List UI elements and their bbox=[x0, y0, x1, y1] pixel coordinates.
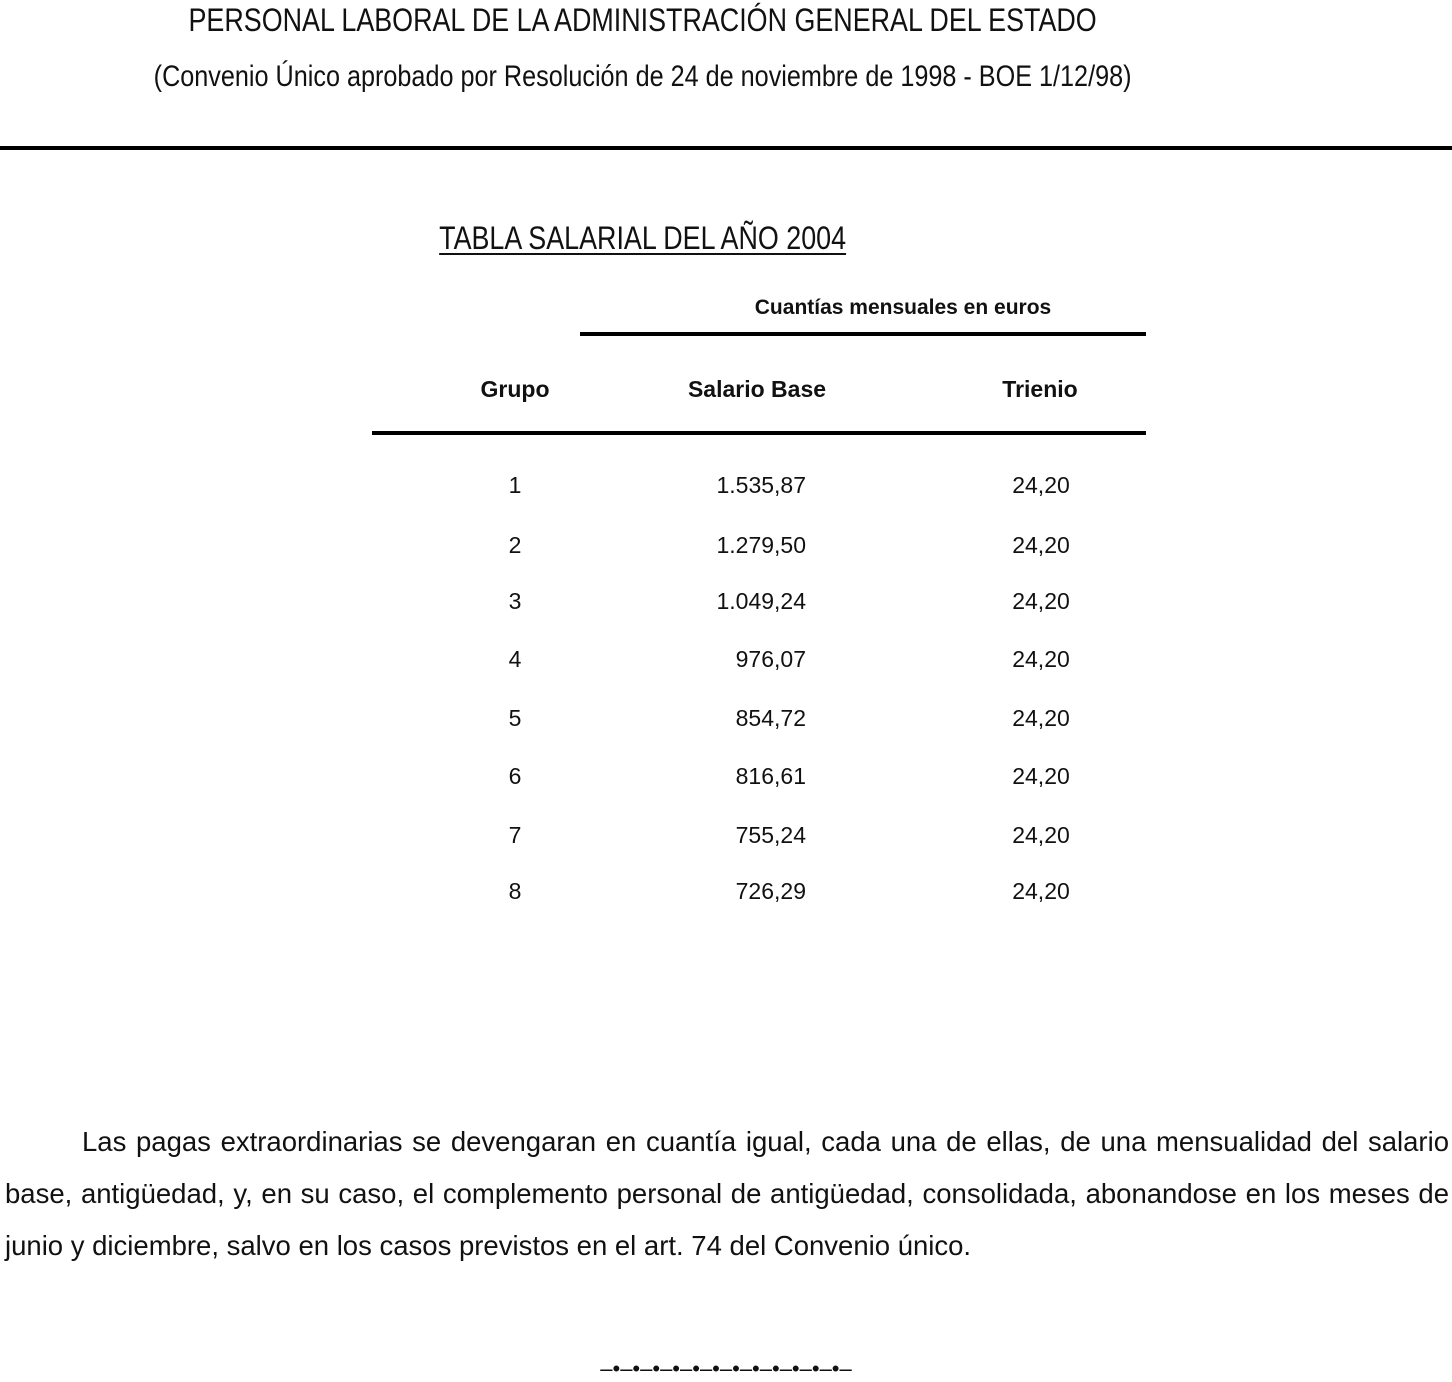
table-row bbox=[372, 822, 1146, 852]
trienio-cell: 24,20 bbox=[1012, 588, 1070, 614]
salario-base-cell: 816,61 bbox=[735, 763, 806, 789]
column-header-grupo: Grupo bbox=[480, 376, 550, 402]
trienio-cell: 24,20 bbox=[1012, 878, 1070, 904]
salario-base-cell: 1.279,50 bbox=[716, 532, 806, 558]
trienio-cell: 24,20 bbox=[1012, 532, 1070, 558]
grupo-cell: 5 bbox=[508, 705, 522, 731]
body-paragraph: Las pagas extraordinarias se devengaran en cuantía igual, cada una de ellas, de una mensualidad del salario base, antigüedad, y, en su caso, el complemento personal de antigüedad, consolidada, abonandose en los meses de junio y diciembre, salvo en los casos previstos en el art. 74 del Convenio único. bbox=[5, 1125, 1449, 1261]
column-header-trienio: Trienio bbox=[1002, 376, 1078, 402]
salario-base-cell: 755,24 bbox=[735, 822, 806, 848]
salario-base-cell: 854,72 bbox=[735, 705, 806, 731]
table-row bbox=[372, 646, 1146, 676]
document-title: PERSONAL LABORAL DE LA ADMINISTRACIÓN GENERAL DEL ESTADO bbox=[188, 2, 1097, 38]
table-row bbox=[372, 705, 1146, 735]
grupo-cell: 3 bbox=[508, 588, 522, 614]
table-title: TABLA SALARIAL DEL AÑO 2004 bbox=[439, 220, 847, 256]
table-caption: Cuantías mensuales en euros bbox=[754, 296, 1052, 319]
table-row bbox=[372, 472, 1146, 502]
trienio-cell: 24,20 bbox=[1012, 646, 1070, 672]
grupo-cell: 1 bbox=[508, 472, 522, 498]
grupo-cell: 4 bbox=[508, 646, 522, 672]
table-row bbox=[372, 588, 1146, 618]
trienio-cell: 24,20 bbox=[1012, 763, 1070, 789]
salario-base-cell: 726,29 bbox=[735, 878, 806, 904]
column-header-salario-base: Salario Base bbox=[687, 376, 827, 402]
grupo-cell: 8 bbox=[508, 878, 522, 904]
end-ornament: –•–•–•–•–•–•–•–•–•–•–•–•– bbox=[600, 1356, 852, 1381]
grupo-cell: 7 bbox=[508, 822, 522, 848]
trienio-cell: 24,20 bbox=[1012, 705, 1070, 731]
grupo-cell: 2 bbox=[508, 532, 522, 558]
header-rule bbox=[372, 431, 1146, 435]
table-row bbox=[372, 532, 1146, 562]
grupo-cell: 6 bbox=[508, 763, 522, 789]
salario-base-cell: 1.535,87 bbox=[716, 472, 806, 498]
trienio-cell: 24,20 bbox=[1012, 472, 1070, 498]
caption-rule bbox=[580, 332, 1146, 336]
header-divider bbox=[0, 146, 1452, 150]
table-row bbox=[372, 878, 1146, 908]
document-subtitle: (Convenio Único aprobado por Resolución de 24 de noviembre de 1998 - BOE 1/12/98) bbox=[153, 60, 1132, 93]
trienio-cell: 24,20 bbox=[1012, 822, 1070, 848]
salario-base-cell: 1.049,24 bbox=[716, 588, 806, 614]
salario-base-cell: 976,07 bbox=[735, 646, 806, 672]
table-row bbox=[372, 763, 1146, 793]
